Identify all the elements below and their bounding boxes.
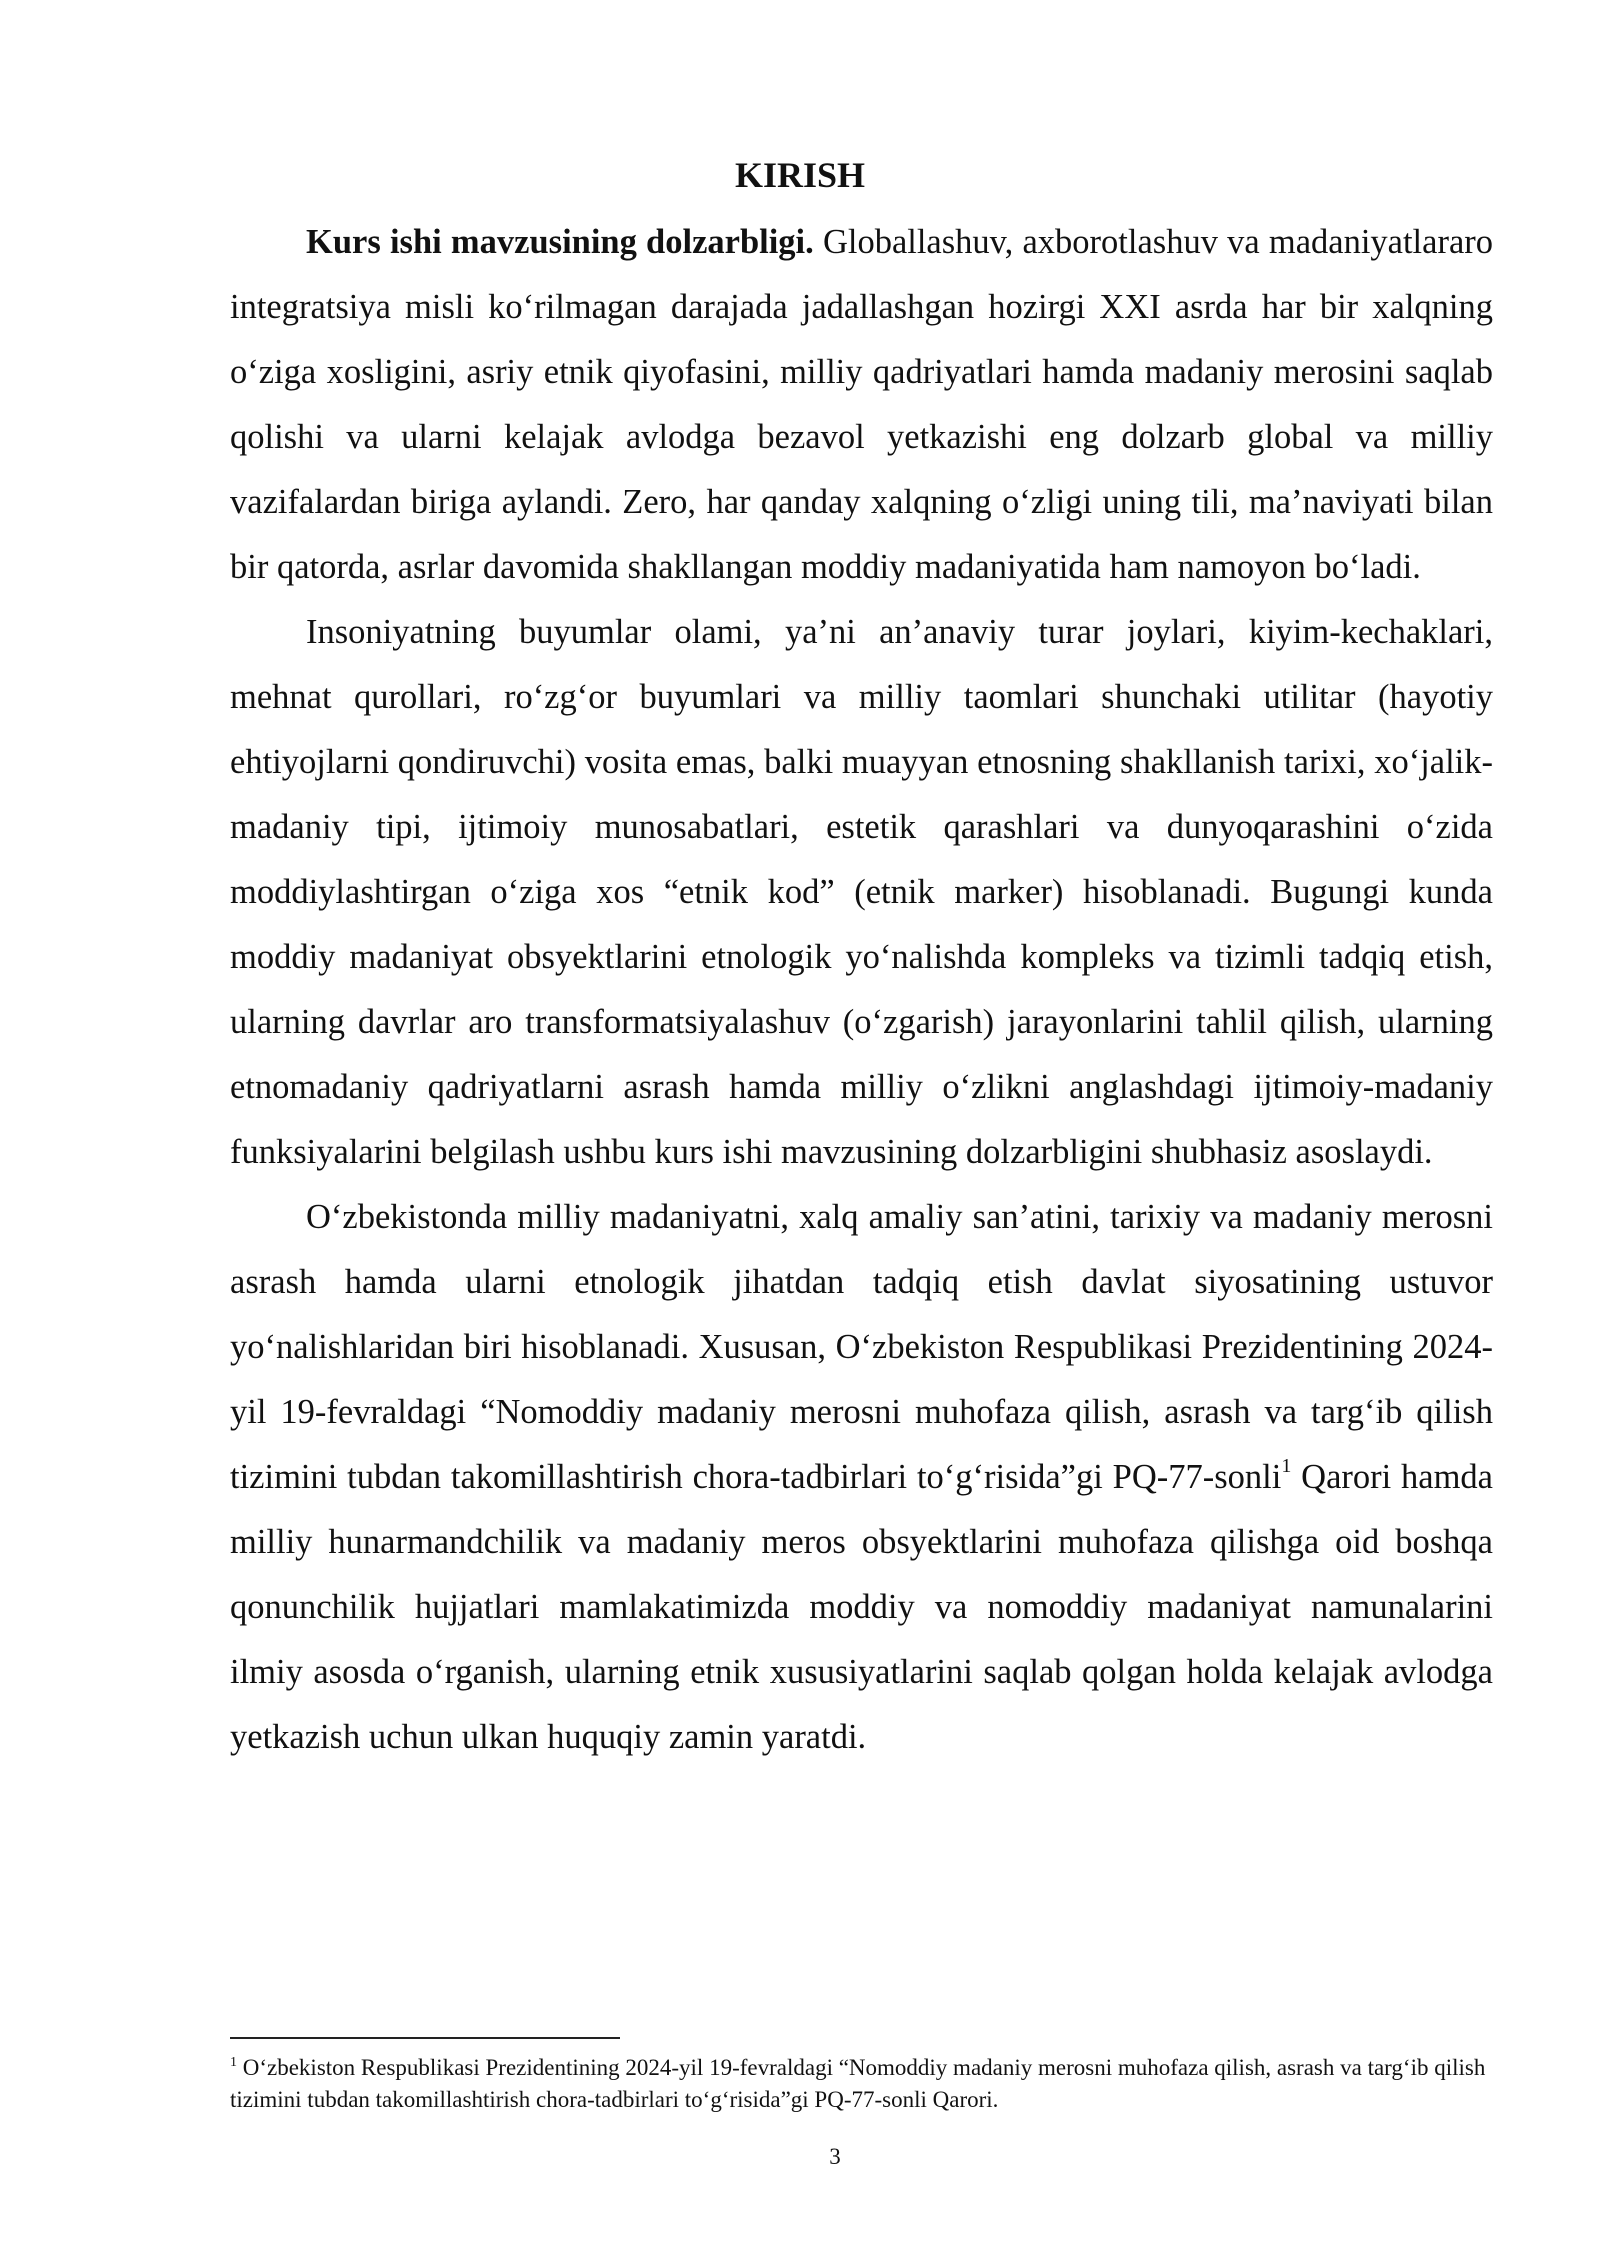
footnote-separator	[230, 2037, 620, 2039]
page-number: 3	[829, 2144, 841, 2169]
section-heading: KIRISH	[734, 155, 866, 195]
paragraph-text: Globallashuv, axborotlashuv va madaniyatlararo integratsiya misli ko‘rilmagan darajada jadallashgan hozirgi XXI asrda har bir xalqning o‘ziga xosligini, asriy etnik qiyofasini, milliy qadriyatlari hamda madaniy merosini saqlab qolishi va ularni kelajak avlodga bezavol yetkazishi eng dolzarb global va milliy vazifalardan biriga aylandi. Zero, har qanday xalqning o‘zligi uning tili, ma’naviyati bilan bir qatorda, asrlar davomida shakllangan moddiy madaniyatida ham namoyon bo‘ladi.	[230, 223, 1493, 586]
body-text	[230, 210, 1493, 1770]
paragraph-text: Qarori hamda milliy hunarmandchilik va madaniy meros obsyektlarini muhofaza qilishga oid boshqa qonunchilik hujjatlari mamlakatimizda moddiy va nomoddiy madaniyat namunalarini ilmiy asosda o‘rganish, ularning etnik xususiyatlarini saqlab qolgan holda kelajak avlodga yetkazish uchun ulkan huquqiy zamin yaratdi.	[230, 1458, 1493, 1756]
footnote-reference[interactable]: 1	[1281, 1455, 1292, 1477]
paragraph-lead: Kurs ishi mavzusining dolzarbligi.	[306, 223, 814, 261]
footnote	[230, 2052, 1493, 2116]
paragraph-text: Insoniyatning buyumlar olami, ya’ni an’anaviy turar joylari, kiyim-kechaklari, mehnat qurollari, ro‘zg‘or buyumlari va milliy taomlari shunchaki utilitar (hayotiy ehtiyojlarni qondiruvchi) vosita emas, balki muayyan etnosning shakllanish tarixi, xo‘jalik-madaniy tipi, ijtimoiy munosabatlari, estetik qarashlari va dunyoqarashini o‘zida moddiylashtirgan o‘ziga xos “etnik kod” (etnik marker) hisoblanadi. Bugungi kunda moddiy madaniyat obsyektlarini etnologik yo‘nalishda kompleks va tizimli tadqiq etish, ularning davrlar aro transformatsiyalashuv (o‘zgarish) jarayonlarini tahlil qilish, ularning etnomadaniy qadriyatlarni asrash hamda milliy o‘zlikni anglashdagi ijtimoiy-madaniy funksiyalarini belgilash ushbu kurs ishi mavzusining dolzarbligini shubhasiz asoslaydi.	[230, 613, 1493, 1171]
paragraph-material-world	[230, 600, 1493, 1185]
footnote-marker: 1	[230, 2055, 237, 2070]
paragraph-text: O‘zbekistonda milliy madaniyatni, xalq amaliy san’atini, tarixiy va madaniy merosni asrash hamda ularni etnologik jihatdan tadqiq etish davlat siyosatining ustuvor yo‘nalishlaridan biri hisoblanadi. Xususan, O‘zbekiston Respublikasi Prezidentining 2024-yil 19-fevraldagi “Nomoddiy madaniy merosni muhofaza qilish, asrash va targ‘ib qilish tizimini tubdan takomillashtirish chora-tadbirlari to‘g‘risida”gi PQ-77-sonli	[230, 1198, 1493, 1496]
footnote-text: O‘zbekiston Respublikasi Prezidentining 2024-yil 19-fevraldagi “Nomoddiy madaniy merosni muhofaza qilish, asrash va targ‘ib qilish tizimini tubdan takomillashtirish chora-tadbirlari to‘g‘risida”gi PQ-77-sonli Qarori.	[230, 2055, 1486, 2112]
paragraph-state-policy	[230, 1185, 1493, 1770]
paragraph-relevance	[230, 210, 1493, 600]
